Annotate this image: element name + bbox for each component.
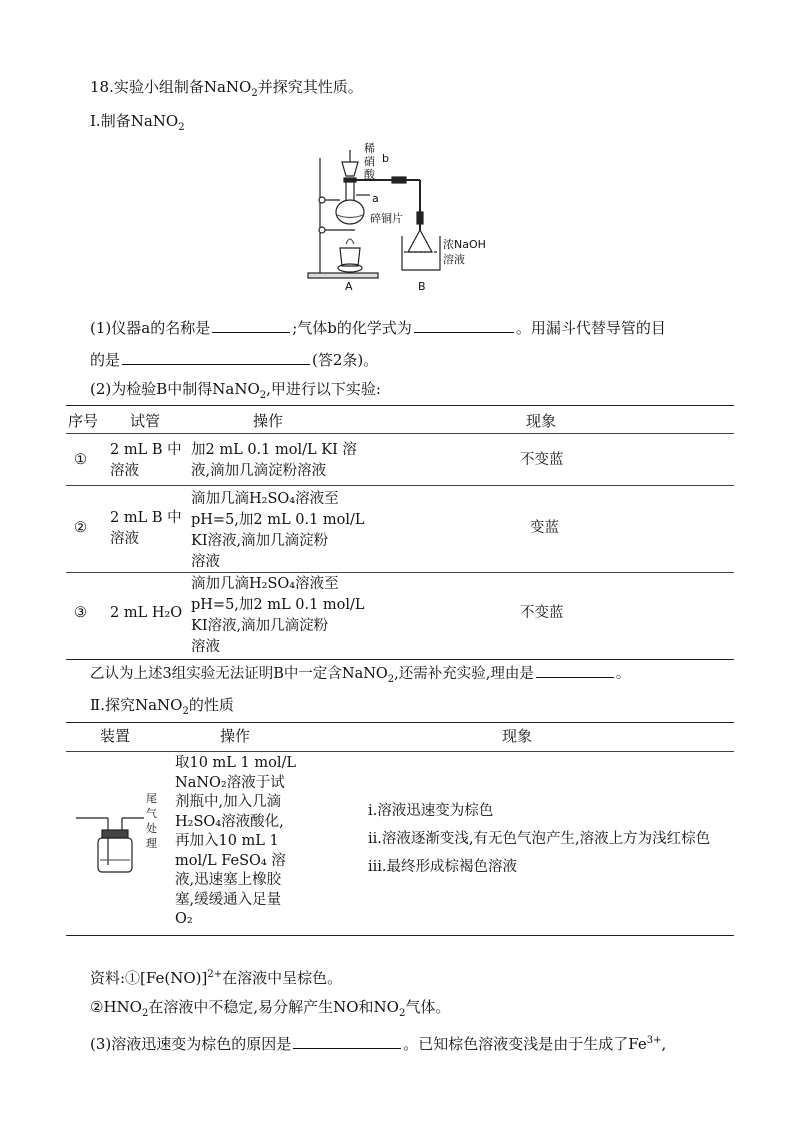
phenomenon-item: ⅲ.最终形成棕褐色溶液 [368,859,518,875]
op-line: 溶液 [191,639,220,655]
phenomenon-item: ⅰ.溶液迅速变为棕色 [368,803,494,819]
q3-text-c: , [661,1035,667,1053]
yi-end: 。 [615,666,631,682]
op-line: 塞,缓缓通入足量 [175,891,282,908]
answer-blank-purpose[interactable] [122,348,310,365]
label-A: A [345,280,353,293]
note-2-a: ②HNO [90,998,142,1016]
op-line: H₂SO₄溶液酸化, [175,813,284,830]
op-line: 剂瓶中,加入几滴 [175,794,282,810]
header-phenomenon: 现象 [502,727,533,745]
question-title [90,76,363,105]
op-line: 溶液 [191,554,220,570]
table2-top-rule [66,722,734,723]
q1-text-c: 。用漏斗代替导管的目 [515,319,666,337]
label-a: a [372,192,379,205]
superscript: 3+ [646,1035,662,1046]
op-line: 滴加几滴H₂SO₄溶液至 [191,576,339,592]
tube-line: 2 mL H₂O [110,605,183,621]
table2-header-rule [66,751,734,752]
q1-line2 [90,348,378,371]
header-tube: 试管 [130,412,161,430]
table-header-rule [66,433,734,434]
label-naoh: 浓NaOH [443,238,486,251]
note-1-a: 资料:①[Fe(NO)] [90,969,208,987]
row-operation [191,489,365,573]
op-line: pH=5,加2 mL 0.1 mol/L [191,512,365,528]
row-rule [66,485,734,486]
q1-text-e: (答2条)。 [312,351,379,369]
q1-line1 [90,316,666,339]
header-apparatus: 装置 [100,727,131,745]
part2-heading [90,694,234,723]
q3-text-a: (3)溶液迅速变为棕色的原因是 [90,1035,292,1053]
reagent-bottle-figure [74,790,166,880]
row-tube [110,508,182,550]
note-1 [90,964,342,989]
row-tube [110,440,182,482]
op-line: KI溶液,滴加几滴淀粉 [191,618,329,634]
question-intro: 实验小组制备NaNO [113,78,252,96]
phenomenon-item: ⅱ.溶液逐渐变浅,有无色气泡产生,溶液上方为浅红棕色 [368,831,711,847]
op-line: 取10 mL 1 mol/L [175,755,297,771]
tube-line: 2 mL B 中 [110,510,182,526]
label-B: B [418,280,426,293]
op-line: O₂ [175,911,193,927]
subscript: 2 [398,1008,406,1019]
row-tube [110,603,182,624]
label-acid-1: 稀 [364,142,375,155]
table2-operation [175,754,296,930]
tube-line: 2 mL B 中 [110,442,182,458]
q3-line [90,1030,666,1055]
q1-text-a: (1)仪器a的名称是 [90,319,211,337]
yi-text: 乙认为上述3组实验无法证明B中一定含NaNO [90,666,388,682]
op-line: 再加入10 mL 1 [175,833,279,849]
row-phenomenon: 变蓝 [530,520,559,536]
op-line: NaNO₂溶液于试 [175,774,285,791]
header-operation: 操作 [220,727,251,745]
label-b: b [382,152,389,165]
row-number: ③ [74,605,87,621]
table2-phenomena [368,797,710,881]
label-gas: 气 [146,807,157,820]
note-2-c: 气体。 [405,998,451,1016]
row-number: ② [74,520,87,536]
tube-line: 溶液 [110,531,139,547]
op-line: KI溶液,滴加几滴淀粉 [191,533,329,549]
row-operation [191,440,357,482]
q2-text [90,378,381,407]
label-treat-2: 理 [146,837,157,850]
header-operation: 操作 [253,412,284,430]
answer-blank-cause[interactable] [293,1032,401,1049]
q2-text-main: (2)为检验B中制得NaNO [90,380,260,398]
op-line: mol/L FeSO₄ 溶 [175,852,286,869]
op-line: pH=5,加2 mL 0.1 mol/L [191,597,365,613]
subscript: 2 [259,390,267,401]
row-rule [66,572,734,573]
q3-text-b: 。已知棕色溶液变浅是由于生成了Fe [403,1035,647,1053]
part1-heading-text: Ⅰ.制备NaNO [90,112,179,130]
label-solution: 溶液 [443,253,465,266]
question-intro-tail: 并探究其性质。 [257,78,363,96]
table2-bottom-rule [66,935,734,936]
table-bottom-rule [66,659,734,660]
row-number: ① [74,452,87,468]
apparatus-figure [300,140,520,295]
yi-tail: ,还需补充实验,理由是 [394,666,534,682]
part2-heading-text: Ⅱ.探究NaNO [90,696,183,714]
label-acid-3: 酸 [364,168,375,181]
q1-text-b: ;气体b的化学式为 [292,319,412,337]
op-line: 滴加几滴H₂SO₄溶液至 [191,491,339,507]
note-2 [90,996,450,1025]
op-line: 液,迅速塞上橡胶 [175,872,282,888]
tube-line: 溶液 [110,463,139,479]
q1-text-d: 的是 [90,351,121,369]
subscript: 2 [251,88,258,99]
table-top-rule [66,405,734,406]
subscript: 2 [141,1008,149,1019]
answer-blank-b[interactable] [414,316,514,333]
subscript: 2 [387,673,395,685]
part1-heading [90,110,185,139]
yi-statement [90,661,630,691]
label-tail: 尾 [146,792,157,805]
q2-text-tail: ,甲进行以下实验: [266,380,381,398]
label-treat-1: 处 [146,822,157,835]
op-line: 加2 mL 0.1 mol/L KI 溶 [191,442,357,458]
header-phenomenon: 现象 [526,412,557,430]
subscript: 2 [178,122,185,133]
note-2-b: 在溶液中不稳定,易分解产生NO和NO [148,998,399,1016]
row-operation [191,574,365,658]
superscript: 2+ [207,969,223,980]
op-line: 液,滴加几滴淀粉溶液 [191,463,327,479]
answer-blank-a[interactable] [212,316,290,333]
label-acid-2: 硝 [364,155,375,168]
part2-heading-tail: 的性质 [188,696,234,714]
header-no: 序号 [68,412,99,430]
label-copper: 碎铜片 [370,212,403,225]
subscript: 2 [182,706,189,717]
row-phenomenon: 不变蓝 [520,605,564,621]
row-phenomenon: 不变蓝 [520,452,564,468]
note-1-b: 在溶液中呈棕色。 [222,969,343,987]
answer-blank-reason[interactable] [536,661,614,678]
question-number: 18. [90,78,114,96]
